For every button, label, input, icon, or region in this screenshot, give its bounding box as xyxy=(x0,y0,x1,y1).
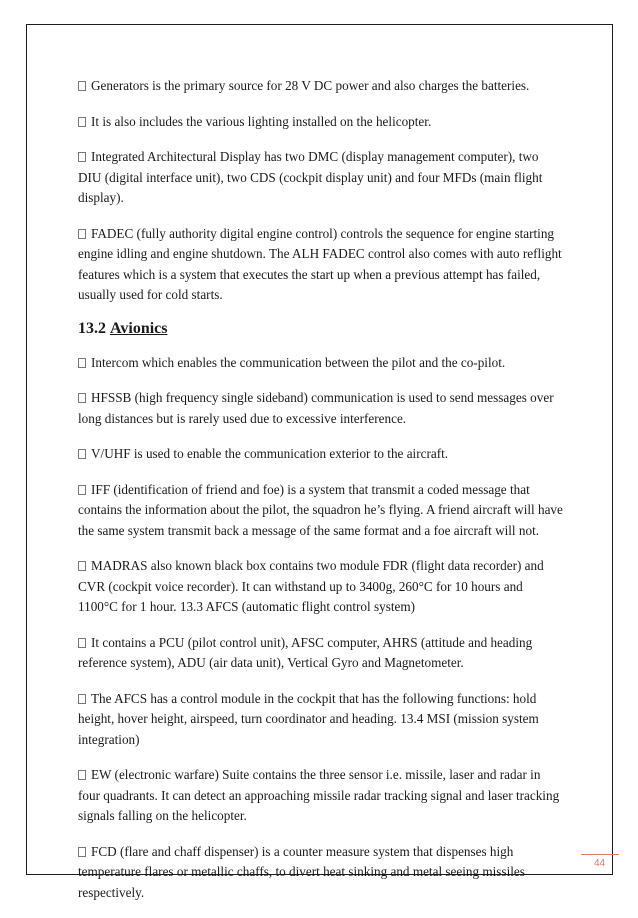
bullet-glyph-icon xyxy=(78,449,86,459)
paragraph-fcd xyxy=(78,842,564,904)
bullet-glyph-icon xyxy=(78,152,86,162)
paragraph-madras xyxy=(78,556,564,618)
paragraph-intercom xyxy=(78,353,564,374)
section-heading-avionics xyxy=(78,319,564,339)
page-number: 44 xyxy=(594,858,606,869)
paragraph-text: MADRAS also known black box contains two module FDR (flight data recorder) and CVR (cockpit voice recorder). It can withstand up to 3400g, 260°C for 10 hours and 1100°C for 1 hour. 13.3 AFCS (automatic flight control system) xyxy=(78,558,544,614)
bullet-glyph-icon xyxy=(78,229,86,239)
paragraph-lighting xyxy=(78,112,564,133)
paragraph-pcu xyxy=(78,633,564,674)
bullet-glyph-icon xyxy=(78,393,86,403)
paragraph-text: It is also includes the various lighting installed on the helicopter. xyxy=(91,113,432,129)
section-number: 13.2 xyxy=(78,319,106,337)
paragraph-fadec xyxy=(78,224,564,306)
page-number-rule xyxy=(581,854,619,855)
paragraph-text: HFSSB (high frequency single sideband) communication is used to send messages over long distances but is rarely used due to excessive interference. xyxy=(78,390,554,426)
bullet-glyph-icon xyxy=(78,117,86,127)
bullet-glyph-icon xyxy=(78,561,86,571)
paragraph-text: Generators is the primary source for 28 V DC power and also charges the batteries. xyxy=(91,78,530,93)
paragraph-text: It contains a PCU (pilot control unit), AFSC computer, AHRS (attitude and heading reference system), ADU (air data unit), Vertical Gyro and Magnetometer. xyxy=(78,634,533,670)
paragraph-text: FCD (flare and chaff dispenser) is a counter measure system that dispenses high temperature flares or metallic chaffs, to divert heat sinking and metal seeing missiles respectively. xyxy=(78,843,525,900)
paragraph-text: The AFCS has a control module in the cockpit that has the following functions: hold height, hover height, airspeed, turn coordinator and heading. 13.4 MSI (mission system integration) xyxy=(78,690,539,747)
paragraph-text: IFF (identification of friend and foe) is a system that transmit a coded message that contains the information about the pilot, the squadron he’s flying. A friend aircraft will have the same system transmit back a message of the same format and a foe aircraft will not. xyxy=(78,481,563,538)
bullet-glyph-icon xyxy=(78,770,86,780)
section-title: Avionics xyxy=(110,319,168,337)
paragraph-text: V/UHF is used to enable the communication exterior to the aircraft. xyxy=(91,446,449,461)
paragraph-generators xyxy=(78,76,564,97)
paragraph-text: FADEC (fully authority digital engine control) controls the sequence for engine starting engine idling and engine shutdown. The ALH FADEC control also comes with auto reflight features which is a system that executes the start up when a previous attempt has failed, usually used for cold starts. xyxy=(78,225,562,302)
paragraph-ew xyxy=(78,765,564,827)
paragraph-hfssb xyxy=(78,388,564,429)
paragraph-text: Integrated Architectural Display has two DMC (display management computer), two DIU (digital interface unit), two CDS (cockpit display unit) and four MFDs (main flight display). xyxy=(78,149,543,205)
document-body xyxy=(78,76,564,918)
paragraph-text: Intercom which enables the communication between the pilot and the co-pilot. xyxy=(91,354,506,370)
bullet-glyph-icon xyxy=(78,847,86,857)
paragraph-text: EW (electronic warfare) Suite contains the three sensor i.e. missile, laser and radar in four quadrants. It can detect an approaching missile radar tracking signal and laser tracking signals falling on the helicopter. xyxy=(78,767,560,823)
bullet-glyph-icon xyxy=(78,694,86,704)
paragraph-vuhf xyxy=(78,444,564,465)
bullet-glyph-icon xyxy=(78,358,86,368)
paragraph-iff xyxy=(78,480,564,542)
bullet-glyph-icon xyxy=(78,485,86,495)
bullet-glyph-icon xyxy=(78,81,86,91)
bullet-glyph-icon xyxy=(78,638,86,648)
paragraph-afcs xyxy=(78,689,564,751)
paragraph-display xyxy=(78,147,564,209)
